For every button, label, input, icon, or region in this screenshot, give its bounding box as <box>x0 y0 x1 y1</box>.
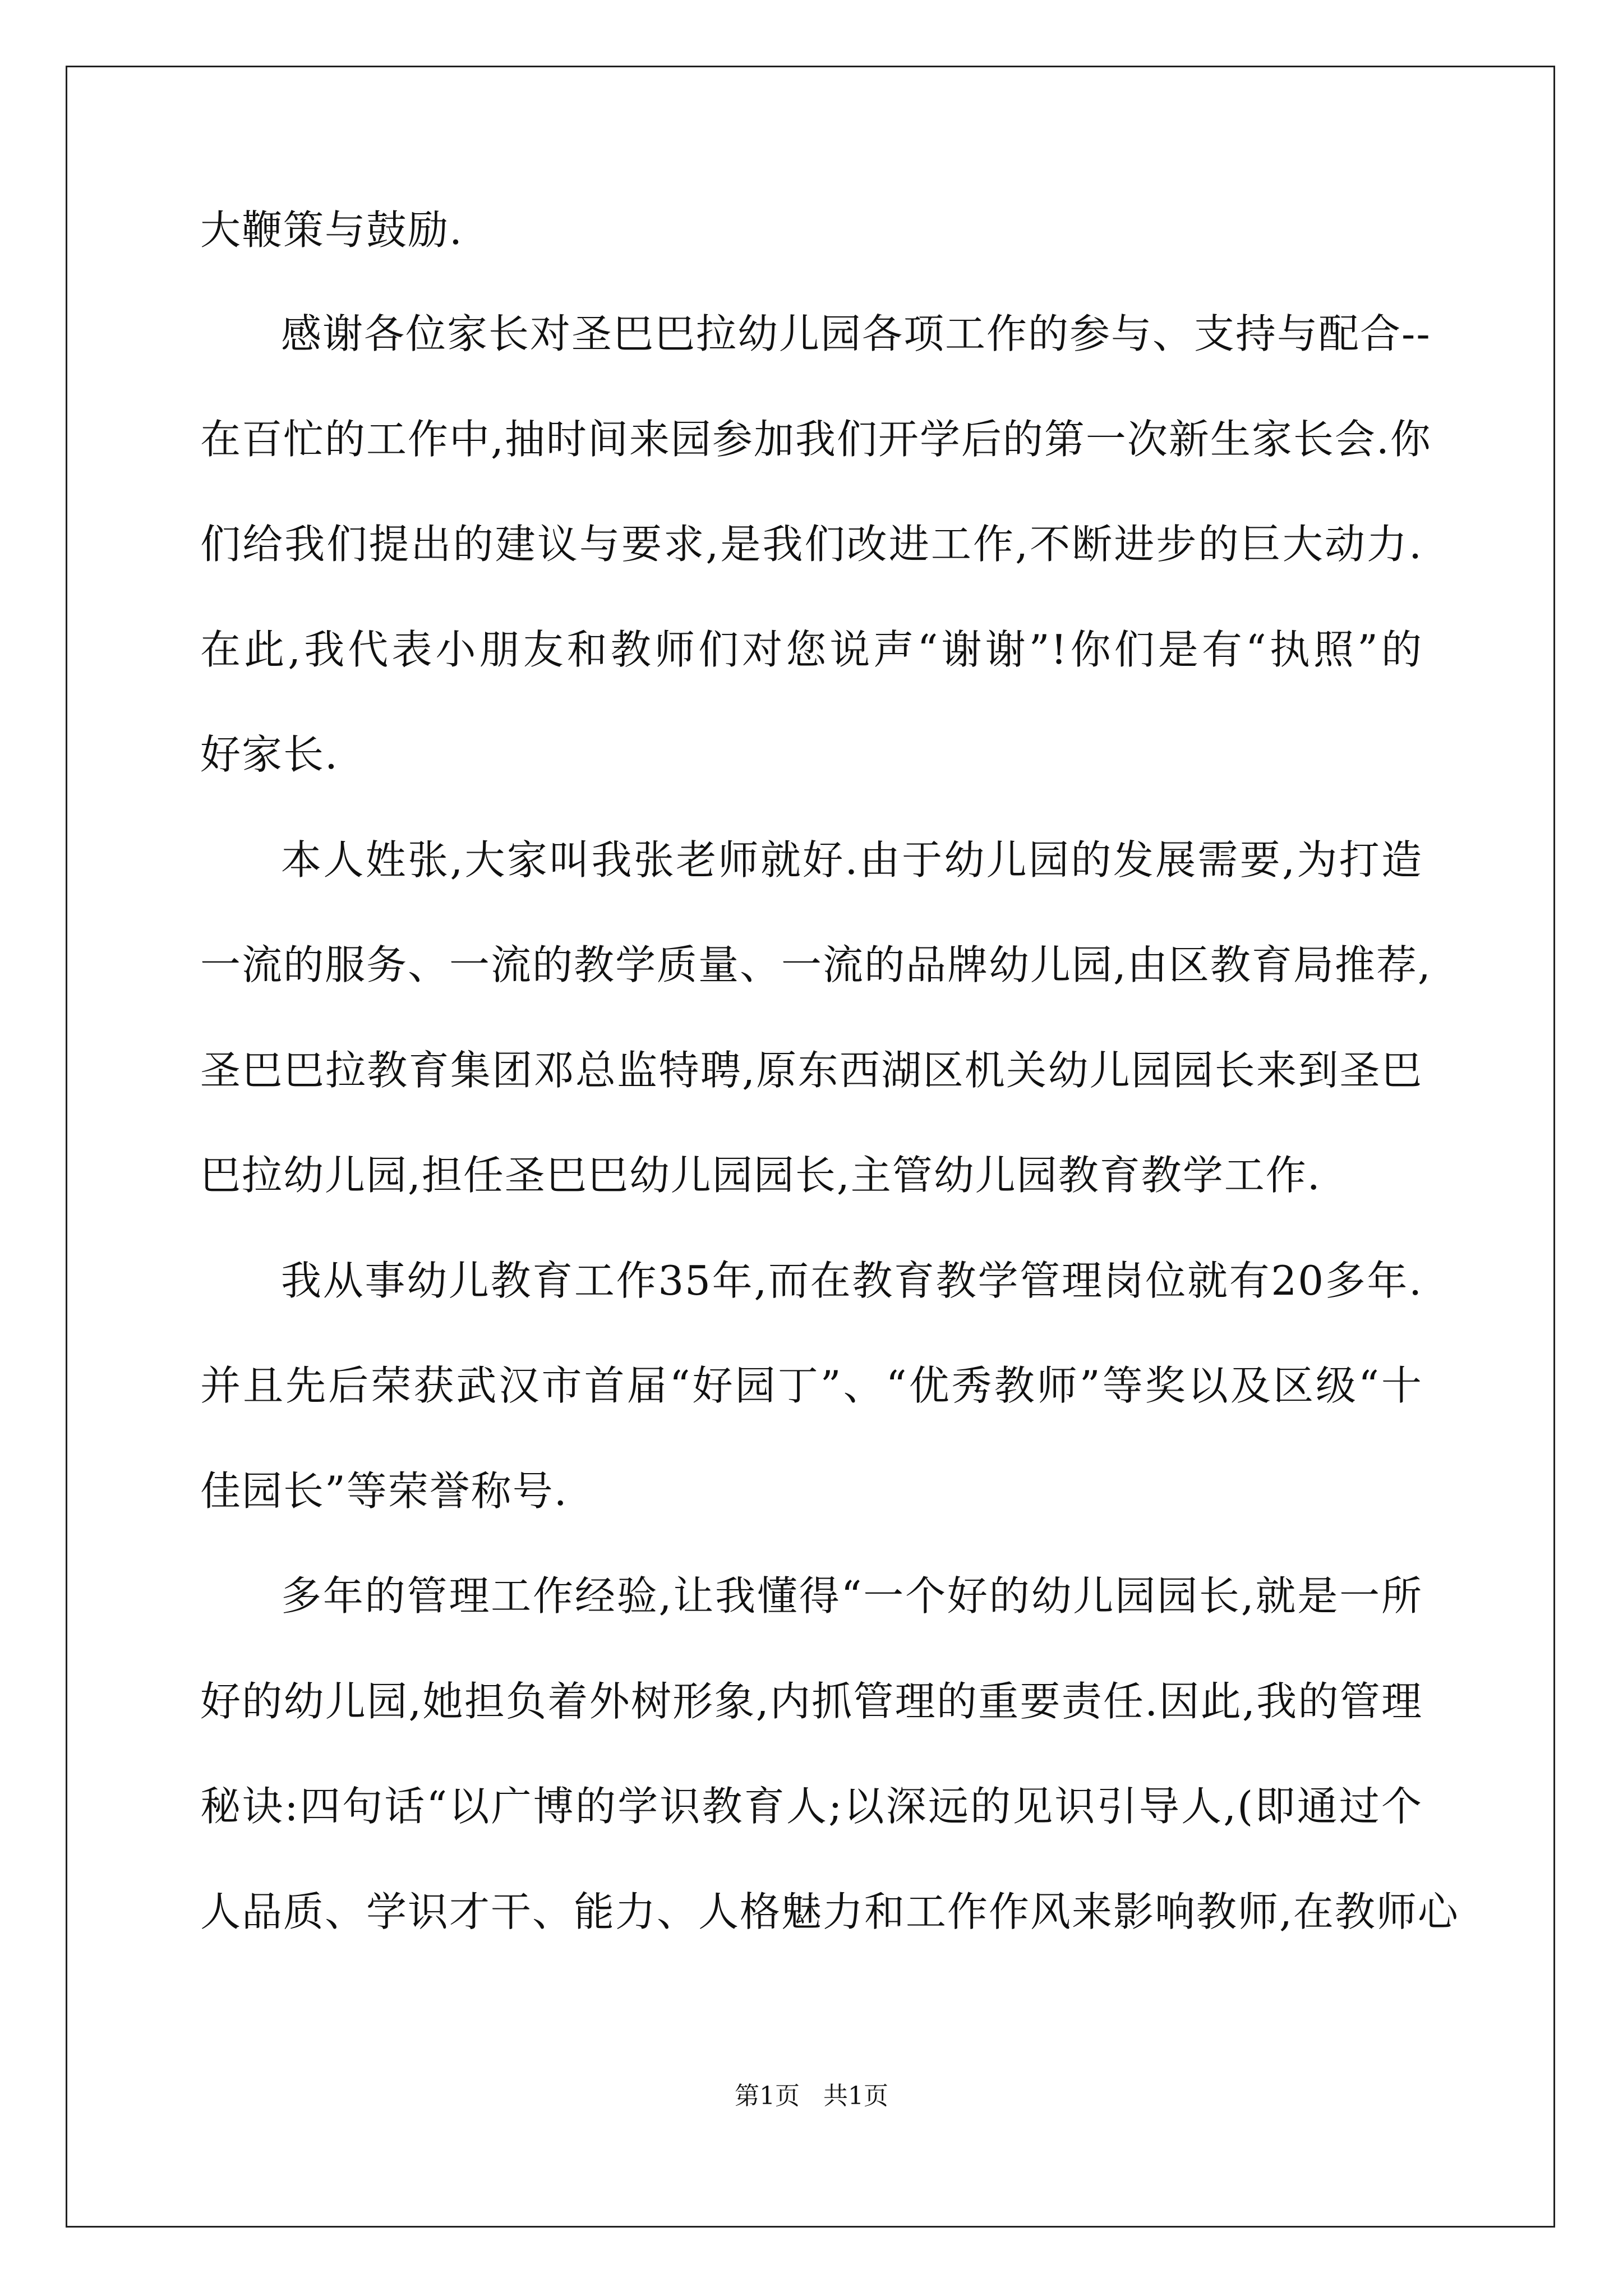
text-line: 大鞭策与鼓励. <box>200 206 463 254</box>
page-number: 第1页 <box>735 2082 800 2110</box>
text-line: 好家长. <box>200 731 339 778</box>
text-line: 一流的服务、一流的教学质量、一流的品牌幼儿园,由区教育局推荐, <box>200 941 1432 988</box>
text-line: 感谢各位家长对圣巴巴拉幼儿园各项工作的参与、支持与配合-- <box>281 310 1431 357</box>
text-line: 并且先后荣获武汉市首届“好园丁”、“优秀教师”等奖以及区级“十 <box>200 1362 1423 1409</box>
page-total: 共1页 <box>823 2082 888 2110</box>
text-line: 巴拉幼儿园,担任圣巴巴幼儿园园长,主管幼儿园教育教学工作. <box>200 1152 1321 1199</box>
text-line: 圣巴巴拉教育集团邓总监特聘,原东西湖区机关幼儿园园长来到圣巴 <box>200 1047 1423 1094</box>
text-line: 秘诀:四句话“以广博的学识教育人;以深远的见识引导人,(即通过个 <box>200 1783 1423 1830</box>
text-line: 我从事幼儿教育工作35年,而在教育教学管理岗位就有20多年. <box>281 1257 1423 1304</box>
text-line: 多年的管理工作经验,让我懂得“一个好的幼儿园园长,就是一所 <box>281 1572 1423 1619</box>
text-line: 人品质、学识才干、能力、人格魅力和工作作风来影响教师,在教师心 <box>200 1888 1459 1935</box>
text-line: 在百忙的工作中,抽时间来园参加我们开学后的第一次新生家长会.你 <box>200 416 1432 463</box>
text-line: 佳园长”等荣誉称号. <box>200 1467 568 1515</box>
text-line: 本人姓张,大家叫我张老师就好.由于幼儿园的发展需要,为打造 <box>281 836 1423 884</box>
text-line: 好的幼儿园,她担负着外树形象,内抓管理的重要责任.因此,我的管理 <box>200 1678 1423 1725</box>
text-line: 在此,我代表小朋友和教师们对您说声“谢谢”!你们是有“执照”的 <box>200 626 1423 673</box>
page-footer <box>0 2076 1623 2111</box>
text-line: 们给我们提出的建议与要求,是我们改进工作,不断进步的巨大动力. <box>200 521 1423 568</box>
